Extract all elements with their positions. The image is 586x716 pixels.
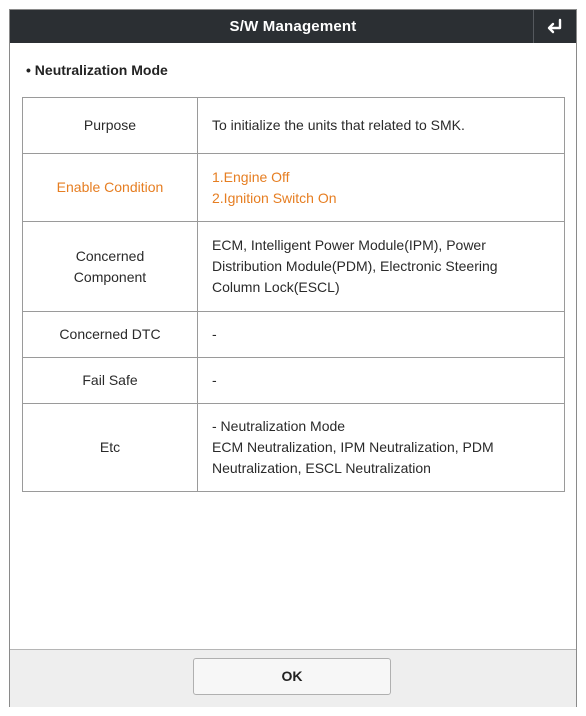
section-title: • Neutralization Mode — [26, 62, 168, 78]
value-line: - Neutralization Mode — [212, 418, 346, 434]
table-row — [23, 98, 565, 154]
table-row — [23, 154, 565, 222]
row-label — [23, 222, 198, 312]
row-value — [198, 154, 565, 222]
dialog-footer — [10, 649, 576, 707]
row-value — [198, 222, 565, 312]
row-label: Concerned DTC — [23, 312, 198, 358]
value-line: 1.Engine Off — [212, 168, 290, 185]
table-row — [23, 222, 565, 312]
row-value — [198, 404, 565, 492]
title-bar — [10, 10, 576, 43]
value-line: - — [212, 372, 217, 388]
window-title: S/W Management — [229, 18, 357, 35]
table-row — [23, 404, 565, 492]
value-line: Distribution Module(PDM), Electronic Steering — [212, 258, 498, 274]
info-table — [22, 97, 565, 492]
table-row — [23, 358, 565, 404]
return-arrow-icon — [545, 18, 565, 36]
dialog-window — [9, 9, 577, 707]
label-line: Component — [73, 268, 147, 285]
row-value — [198, 98, 565, 154]
value-line: ECM Neutralization, IPM Neutralization, PDM — [212, 439, 494, 455]
value-line: - — [212, 326, 217, 342]
value-line: Column Lock(ESCL) — [212, 279, 340, 295]
row-label: Fail Safe — [23, 358, 198, 404]
back-button[interactable] — [533, 10, 576, 43]
row-value — [198, 312, 565, 358]
row-label: Enable Condition — [23, 154, 198, 222]
value-line: ECM, Intelligent Power Module(IPM), Power — [212, 237, 486, 253]
value-line: 2.Ignition Switch On — [212, 189, 337, 206]
value-line: Neutralization, ESCL Neutralization — [212, 460, 431, 476]
label-line: Concerned — [75, 247, 145, 264]
row-label: Etc — [23, 404, 198, 492]
row-label: Purpose — [23, 98, 198, 154]
value-line: To initialize the units that related to SMK. — [212, 117, 465, 133]
ok-button[interactable]: OK — [193, 658, 391, 695]
row-value — [198, 358, 565, 404]
table-row — [23, 312, 565, 358]
